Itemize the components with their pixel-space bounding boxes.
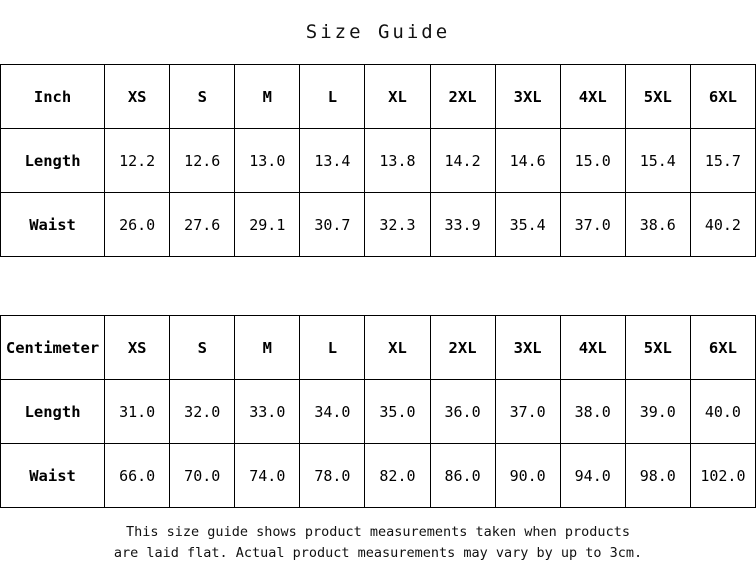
cell-length-m: 13.0 (235, 129, 300, 193)
size-header-m: M (235, 65, 300, 129)
table-row (1, 380, 756, 444)
cell-length-6xl: 40.0 (690, 380, 755, 444)
size-header-l: L (300, 316, 365, 380)
cell-length-l: 34.0 (300, 380, 365, 444)
unit-header-centimeter: Centimeter (1, 316, 105, 380)
cell-length-3xl: 14.6 (495, 129, 560, 193)
size-header-2xl: 2XL (430, 65, 495, 129)
table-row (1, 129, 756, 193)
row-label-waist: Waist (1, 193, 105, 257)
size-header-6xl: 6XL (690, 65, 755, 129)
cell-length-l: 13.4 (300, 129, 365, 193)
table-row (1, 444, 756, 508)
size-header-m: M (235, 316, 300, 380)
cell-length-3xl: 37.0 (495, 380, 560, 444)
cell-waist-4xl: 94.0 (560, 444, 625, 508)
size-header-3xl: 3XL (495, 65, 560, 129)
cell-length-xs: 31.0 (105, 380, 170, 444)
cell-waist-l: 30.7 (300, 193, 365, 257)
cell-waist-3xl: 90.0 (495, 444, 560, 508)
cell-waist-xl: 82.0 (365, 444, 430, 508)
size-header-4xl: 4XL (560, 65, 625, 129)
cell-waist-xs: 66.0 (105, 444, 170, 508)
cell-length-xl: 13.8 (365, 129, 430, 193)
cell-waist-l: 78.0 (300, 444, 365, 508)
size-header-s: S (170, 65, 235, 129)
cell-waist-s: 70.0 (170, 444, 235, 508)
centimeter-size-table (0, 315, 756, 508)
cell-length-6xl: 15.7 (690, 129, 755, 193)
size-header-xs: XS (105, 316, 170, 380)
table-row (1, 193, 756, 257)
cell-length-xl: 35.0 (365, 380, 430, 444)
cell-waist-5xl: 98.0 (625, 444, 690, 508)
table-header-row (1, 65, 756, 129)
page-title: Size Guide (305, 21, 451, 43)
cell-waist-m: 29.1 (235, 193, 300, 257)
inch-size-table (0, 64, 756, 257)
row-label-length: Length (1, 129, 105, 193)
size-header-xs: XS (105, 65, 170, 129)
cell-length-4xl: 38.0 (560, 380, 625, 444)
size-header-3xl: 3XL (495, 316, 560, 380)
size-header-l: L (300, 65, 365, 129)
size-header-s: S (170, 316, 235, 380)
size-header-xl: XL (365, 65, 430, 129)
cell-length-2xl: 14.2 (430, 129, 495, 193)
cell-waist-3xl: 35.4 (495, 193, 560, 257)
unit-header-inch: Inch (1, 65, 105, 129)
cell-length-5xl: 15.4 (625, 129, 690, 193)
footer-line-1: This size guide shows product measurements taken when products (126, 524, 630, 541)
table-header-row (1, 316, 756, 380)
row-label-length: Length (1, 380, 105, 444)
cell-length-s: 32.0 (170, 380, 235, 444)
size-header-5xl: 5XL (625, 65, 690, 129)
cell-waist-2xl: 86.0 (430, 444, 495, 508)
table-separator (0, 257, 756, 315)
cell-length-xs: 12.2 (105, 129, 170, 193)
cell-length-2xl: 36.0 (430, 380, 495, 444)
footer-note (0, 508, 756, 578)
cell-waist-6xl: 40.2 (690, 193, 755, 257)
cell-waist-xs: 26.0 (105, 193, 170, 257)
size-header-4xl: 4XL (560, 316, 625, 380)
cell-waist-s: 27.6 (170, 193, 235, 257)
row-label-waist: Waist (1, 444, 105, 508)
cell-waist-4xl: 37.0 (560, 193, 625, 257)
footer-line-2: are laid flat. Actual product measurements may vary by up to 3cm. (113, 545, 643, 561)
cell-waist-m: 74.0 (235, 444, 300, 508)
cell-waist-xl: 32.3 (365, 193, 430, 257)
size-header-2xl: 2XL (430, 316, 495, 380)
size-header-6xl: 6XL (690, 316, 755, 380)
cell-length-m: 33.0 (235, 380, 300, 444)
size-header-xl: XL (365, 316, 430, 380)
cell-waist-5xl: 38.6 (625, 193, 690, 257)
cell-waist-2xl: 33.9 (430, 193, 495, 257)
cell-waist-6xl: 102.0 (690, 444, 755, 508)
cell-length-s: 12.6 (170, 129, 235, 193)
cell-length-5xl: 39.0 (625, 380, 690, 444)
cell-length-4xl: 15.0 (560, 129, 625, 193)
size-header-5xl: 5XL (625, 316, 690, 380)
